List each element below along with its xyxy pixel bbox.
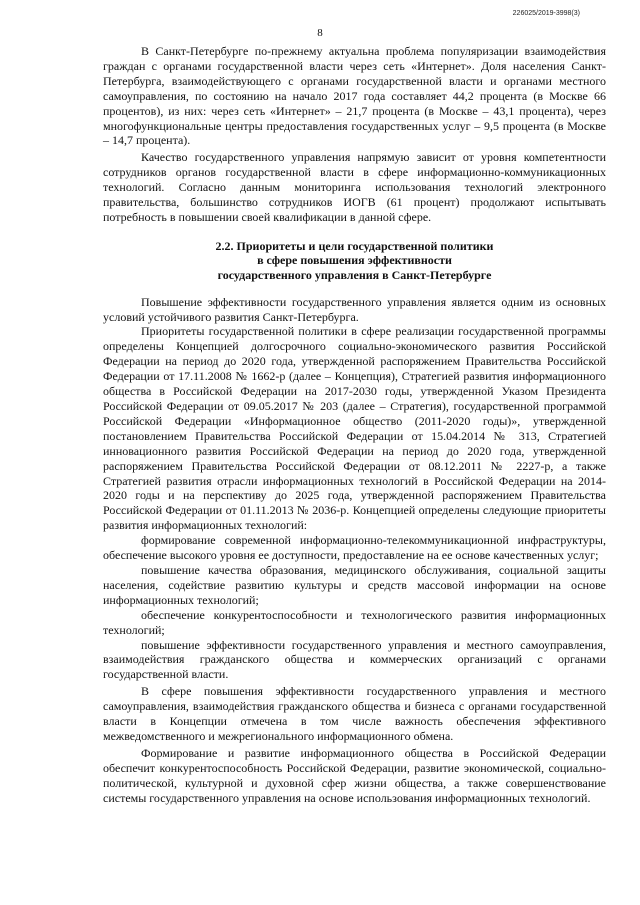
document-body: [103, 44, 606, 805]
section-heading-line: 2.2. Приоритеты и цели государственной политики: [215, 238, 494, 253]
paragraph: В Санкт-Петербурге по-прежнему актуальна проблема популяризации взаимодействия граждан с органами государственной власти через сеть «Интернет». Доля населения Санкт-Петербурга, взаимодействующего с органами государственной власти и органами местного самоуправления, по состоянию на начало 2017 года составляет 44,2 процента (в Москве 66 процентов), из них: через сеть «Интернет» – 21,7 процента (в Москве – 43,1 процента), через многофункциональные центры предоставления государственных услуг – 9,5 процента (в Москве – 14,7 процента).: [103, 44, 606, 148]
page-number: 8: [317, 27, 323, 39]
section-heading: [103, 239, 606, 283]
list-item: обеспечение конкурентоспособности и технологического развития информационных технологий;: [103, 607, 606, 637]
document-id: 226025/2019-3998(3): [512, 10, 580, 17]
list-item: повышение эффективности государственного управления и местного самоуправления, взаимодействия гражданского общества и коммерческих организаций с органами государственной власти.: [103, 637, 606, 682]
list-item: формирование современной информационно-телекоммуникационной инфраструктуры, обеспечение высокого уровня ее доступности, предоставление на ее основе качественных услуг;: [103, 533, 606, 563]
paragraph: Повышение эффективности государственного управления является одним из основных условий устойчивого развития Санкт-Петербурга.: [103, 294, 606, 324]
paragraph: Формирование и развитие информационного общества в Российской Федерации обеспечит конкурентоспособность Российской Федерации, развитие экономической, социально-политической, культурной и духовной сфер жизни общества, а также совершенствование системы государственного управления на основе использования информационных технологий.: [103, 745, 606, 805]
paragraph: Приоритеты государственной политики в сфере реализации государственной программы определены Концепцией долгосрочного социально-экономического развития Российской Федерации на период до 2020 года, утвержденной распоряжением Правительства Российской Федерации от 17.11.2008 № 1662-р (далее – Концепция), Стратегией развития информационного общества в Российской Федерации на 2017-2030 годы, утвержденной Указом Президента Российской Федерации от 09.05.2017 № 203 (далее – Стратегия), государственной программой Российской Федерации «Информационное общество (2011-2020 годы)», утвержденной постановлением Правительства Российской Федерации от 15.04.2014 № 313, Стратегией инновационного развития Российской Федерации на период до 2020 года, утвержденной распоряжением Правительства Российской Федерации от 08.12.2011 № 2227-р, а также Стратегией развития отрасли информационных технологий в Российской Федерации на 2014-2020 годы и на перспективу до 2025 года, утвержденной распоряжением Правительства Российской Федерации от 01.11.2013 № 2036-р. Концепцией определены следующие приоритеты развития информационных технологий:: [103, 324, 606, 533]
section-heading-line: государственного управления в Санкт-Петербурге: [217, 268, 492, 283]
section-heading-line: в сфере повышения эффективности: [257, 253, 452, 268]
list-item: повышение качества образования, медицинского обслуживания, социальной защиты населения, содействие развитию культуры и средств массовой информации на основе информационных технологий;: [103, 562, 606, 607]
paragraph: В сфере повышения эффективности государственного управления и местного самоуправления, взаимодействия гражданского общества и бизнеса с органами государственной власти в Концепции отмечена в том числе важность обеспечения эффективного межведомственного и межрегионального информационного обмена.: [103, 684, 606, 743]
paragraph: Качество государственного управления напрямую зависит от уровня компетентности сотрудников органов государственной власти в сфере информационно-коммуникационных технологий. Согласно данным мониторинга использования технологий электронного правительства, большинство сотрудников ИОГВ (61 процент) продолжают испытывать потребность в повышении своей квалификации в данной сфере.: [103, 150, 606, 224]
